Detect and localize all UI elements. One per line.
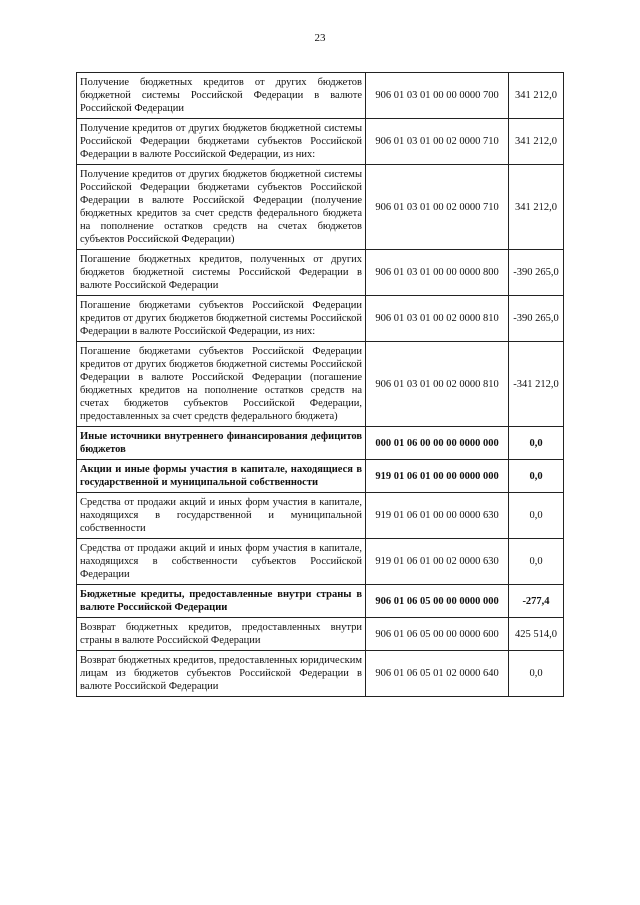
row-name: Средства от продажи акций и иных форм участия в капитале, находящихся в государственной и муниципальной собственности [77,493,366,539]
row-sum: 0,0 [509,427,564,460]
row-code: 906 01 03 01 00 00 0000 800 [366,250,509,296]
table-row [77,342,564,427]
table-row [77,493,564,539]
row-code: 906 01 06 05 00 00 0000 600 [366,618,509,651]
row-sum: 0,0 [509,493,564,539]
row-sum: 0,0 [509,651,564,697]
table-row [77,460,564,493]
row-code: 906 01 03 01 00 02 0000 810 [366,342,509,427]
table-row [77,539,564,585]
row-name: Получение кредитов от других бюджетов бюджетной системы Российской Федерации бюджетами субъектов Российской Федерации в валюте Российской Федерации, из них: [77,119,366,165]
table-row [77,651,564,697]
row-sum: 0,0 [509,539,564,585]
row-name: Средства от продажи акций и иных форм участия в капитале, находящихся в собственности субъектов Российской Федерации [77,539,366,585]
row-name: Погашение бюджетами субъектов Российской Федерации кредитов от других бюджетов бюджетной системы Российской Федерации в валюте Российской Федерации (погашение бюджетных кредитов на пополнение остатков средств на счетах бюджетов субъектов Российской Федерации, предоставленных за счет средств федерального бюджета) [77,342,366,427]
table-row [77,296,564,342]
row-name: Возврат бюджетных кредитов, предоставленных юридическим лицам из бюджетов субъектов Российской Федерации в валюте Российской Федерации [77,651,366,697]
row-sum: -390 265,0 [509,296,564,342]
row-sum: -341 212,0 [509,342,564,427]
row-code: 906 01 03 01 00 02 0000 710 [366,119,509,165]
table-row [77,585,564,618]
row-name: Получение кредитов от других бюджетов бюджетной системы Российской Федерации бюджетами субъектов Российской Федерации в валюте Российской Федерации (получение бюджетных кредитов за счет средств федерального бюджета на пополнение остатков средств на счетах бюджетов субъектов Российской Федерации) [77,165,366,250]
row-code: 919 01 06 01 00 00 0000 000 [366,460,509,493]
page-number: 23 [314,32,326,44]
row-code: 906 01 03 01 00 02 0000 810 [366,296,509,342]
row-code: 906 01 06 05 01 02 0000 640 [366,651,509,697]
budget-sources-table [76,72,564,697]
row-name: Получение бюджетных кредитов от других бюджетов бюджетной системы Российской Федерации в валюте Российской Федерации [77,73,366,119]
row-name: Погашение бюджетных кредитов, полученных от других бюджетов бюджетной системы Российской Федерации в валюте Российской Федерации [77,250,366,296]
table-row [77,73,564,119]
row-code: 919 01 06 01 00 02 0000 630 [366,539,509,585]
row-name: Акции и иные формы участия в капитале, находящиеся в государственной и муниципальной собственности [77,460,366,493]
table-row [77,250,564,296]
table-row [77,618,564,651]
table-row [77,119,564,165]
row-code: 919 01 06 01 00 00 0000 630 [366,493,509,539]
table-body [77,73,564,697]
row-code: 906 01 03 01 00 00 0000 700 [366,73,509,119]
row-sum: 0,0 [509,460,564,493]
table-row [77,427,564,460]
row-sum: -390 265,0 [509,250,564,296]
row-sum: 341 212,0 [509,119,564,165]
row-name: Бюджетные кредиты, предоставленные внутри страны в валюте Российской Федерации [77,585,366,618]
row-code: 906 01 06 05 00 00 0000 000 [366,585,509,618]
row-sum: 425 514,0 [509,618,564,651]
row-sum: -277,4 [509,585,564,618]
row-sum: 341 212,0 [509,165,564,250]
row-code: 906 01 03 01 00 02 0000 710 [366,165,509,250]
row-name: Иные источники внутреннего финансирования дефицитов бюджетов [77,427,366,460]
row-sum: 341 212,0 [509,73,564,119]
row-name: Погашение бюджетами субъектов Российской Федерации кредитов от других бюджетов бюджетной системы Российской Федерации в валюте Российской Федерации, из них: [77,296,366,342]
row-code: 000 01 06 00 00 00 0000 000 [366,427,509,460]
row-name: Возврат бюджетных кредитов, предоставленных внутри страны в валюте Российской Федерации [77,618,366,651]
table-row [77,165,564,250]
